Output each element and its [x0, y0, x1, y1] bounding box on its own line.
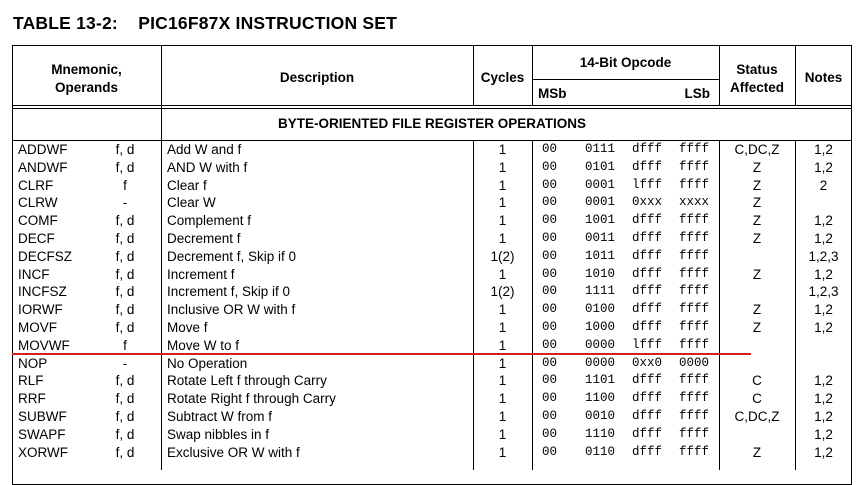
cell-operands: f, d: [115, 159, 135, 175]
cell-cycles: 1: [498, 409, 507, 424]
cell-opcode-3: dfff: [632, 320, 663, 334]
cell-opcode-3: dfff: [632, 248, 663, 263]
header-lsb: LSb: [684, 86, 710, 101]
cell-notes: 2: [819, 177, 828, 193]
cell-description: Decrement f, Skip if 0: [167, 248, 297, 264]
cell-opcode-4: ffff: [679, 426, 710, 441]
cell-opcode-1: 00: [542, 159, 558, 174]
cell-cycles: 1: [498, 302, 507, 318]
cell-notes: 1,2: [814, 391, 833, 407]
cell-opcode-2: 0011: [585, 231, 616, 245]
cell-opcode-3: dfff: [632, 409, 663, 423]
cell-opcode-1: 00: [542, 284, 558, 299]
header-status: [719, 61, 795, 97]
cell-operands: f, d: [115, 142, 135, 157]
cell-notes: 1,2: [814, 159, 833, 175]
cell-cycles: 1: [498, 213, 507, 229]
cell-status: Z: [752, 159, 762, 175]
cell-opcode-1: 00: [542, 444, 558, 459]
cell-description: Increment f: [167, 266, 235, 282]
header-mnemonic-line2: Operands: [54, 80, 119, 95]
cell-mnemonic: SUBWF: [18, 409, 67, 424]
cell-cycles: 1: [498, 355, 507, 371]
cell-opcode-3: dfff: [632, 302, 663, 317]
cell-opcode-1: 00: [542, 142, 558, 156]
cell-mnemonic: INCF: [18, 266, 50, 282]
cell-opcode-1: 00: [542, 391, 558, 406]
cell-opcode-3: dfff: [632, 266, 663, 281]
cell-mnemonic: RLF: [18, 373, 44, 389]
cell-description: Clear f: [167, 177, 207, 193]
cell-cycles: 1: [498, 177, 507, 193]
cell-operands: f, d: [115, 444, 135, 460]
cell-notes: 1,2,3: [808, 284, 839, 300]
cell-operands: f, d: [115, 409, 135, 424]
cell-opcode-1: 00: [542, 266, 558, 281]
cell-status: C,DC,Z: [734, 409, 780, 424]
cell-mnemonic: INCFSZ: [18, 284, 67, 300]
header-mnemonic: [12, 61, 161, 97]
cell-notes: 1,2: [814, 213, 833, 229]
header-status-line1: Status: [736, 62, 778, 77]
cell-operands: -: [122, 195, 128, 211]
cell-opcode-2: 1101: [585, 373, 616, 388]
header-description: Description: [279, 70, 355, 85]
cell-operands: f, d: [115, 284, 135, 300]
cell-notes: 1,2: [814, 409, 833, 424]
cell-mnemonic: ANDWF: [18, 159, 68, 175]
cell-operands: f, d: [115, 426, 135, 442]
cell-cycles: 1: [498, 320, 507, 335]
cell-description: Exclusive OR W with f: [167, 444, 300, 460]
cell-cycles: 1: [498, 231, 507, 246]
cell-status: Z: [752, 195, 762, 211]
cell-opcode-3: dfff: [632, 284, 663, 299]
cell-operands: f, d: [115, 231, 135, 246]
cell-mnemonic: MOVWF: [18, 337, 70, 353]
cell-mnemonic: DECFSZ: [18, 248, 72, 264]
cell-opcode-4: ffff: [679, 213, 710, 228]
cell-opcode-1: 00: [542, 355, 558, 370]
cell-notes: 1,2: [814, 320, 833, 335]
cell-status: C,DC,Z: [734, 142, 780, 157]
cell-operands: -: [122, 355, 128, 371]
cell-description: Move f: [167, 320, 208, 335]
cell-opcode-1: 00: [542, 320, 558, 334]
cell-opcode-3: dfff: [632, 426, 663, 441]
cell-description: Subtract W from f: [167, 409, 273, 424]
cell-opcode-2: 1010: [585, 266, 616, 281]
cell-cycles: 1: [498, 142, 507, 157]
highlight-underline: [12, 353, 751, 355]
cell-mnemonic: CLRW: [18, 195, 58, 211]
cell-opcode-2: 1100: [585, 391, 616, 406]
cell-cycles: 1: [498, 426, 507, 442]
cell-opcode-2: 1111: [585, 284, 616, 299]
header-rule: [12, 108, 852, 109]
cell-opcode-4: ffff: [679, 444, 710, 459]
cell-opcode-2: 1001: [585, 213, 616, 228]
header-notes: Notes: [804, 70, 843, 85]
cell-operands: f: [123, 337, 127, 353]
cell-status: Z: [752, 266, 762, 282]
cell-opcode-4: ffff: [679, 177, 710, 192]
cell-description: Clear W: [167, 195, 216, 211]
cell-mnemonic: ADDWF: [18, 142, 68, 157]
cell-opcode-3: dfff: [632, 142, 663, 156]
cell-opcode-3: dfff: [632, 373, 663, 388]
cell-opcode-3: dfff: [632, 391, 663, 406]
cell-description: Complement f: [167, 213, 252, 229]
table-title: TABLE 13-2: PIC16F87X INSTRUCTION SET: [13, 13, 397, 33]
header-mnemonic-line1: Mnemonic,: [51, 62, 122, 77]
cell-description: Decrement f: [167, 231, 241, 246]
cell-cycles: 1: [498, 373, 507, 389]
cell-opcode-1: 00: [542, 426, 558, 441]
cell-notes: 1,2: [814, 426, 833, 442]
cell-mnemonic: SWAPF: [18, 426, 66, 442]
cell-operands: f, d: [115, 302, 135, 318]
cell-opcode-3: dfff: [632, 444, 663, 459]
cell-operands: f, d: [115, 320, 135, 335]
cell-notes: 1,2: [814, 231, 833, 246]
header-cycles: Cycles: [480, 70, 525, 85]
cell-opcode-1: 00: [542, 195, 558, 210]
cell-operands: f, d: [115, 373, 135, 389]
cell-operands: f, d: [115, 213, 135, 229]
cell-opcode-3: 0xx0: [632, 355, 663, 370]
opcode-subheader-rule: [532, 79, 719, 80]
cell-description: No Operation: [167, 355, 248, 371]
cell-notes: 1,2: [814, 302, 833, 318]
cell-description: Inclusive OR W with f: [167, 302, 296, 318]
cell-notes: 1,2,3: [808, 248, 839, 264]
header-rule: [12, 105, 852, 106]
header-opcode: 14-Bit Opcode: [579, 55, 672, 70]
cell-opcode-4: ffff: [679, 302, 710, 317]
cell-opcode-2: 0001: [585, 177, 616, 192]
cell-opcode-4: ffff: [679, 284, 710, 299]
cell-operands: f, d: [115, 266, 135, 282]
cell-opcode-4: ffff: [679, 320, 710, 334]
cell-opcode-4: ffff: [679, 231, 710, 245]
cell-opcode-2: 1011: [585, 248, 616, 263]
cell-description: AND W with f: [167, 159, 248, 175]
cell-description: Move W to f: [167, 337, 240, 353]
cell-opcode-4: ffff: [679, 248, 710, 263]
cell-opcode-1: 00: [542, 177, 558, 192]
cell-cycles: 1(2): [490, 284, 515, 300]
cell-opcode-1: 00: [542, 213, 558, 228]
cell-opcode-4: xxxx: [679, 195, 710, 210]
cell-cycles: 1: [498, 444, 507, 460]
cell-opcode-1: 00: [542, 302, 558, 317]
cell-opcode-2: 0110: [585, 444, 616, 459]
cell-status: C: [752, 373, 762, 389]
cell-mnemonic: NOP: [18, 355, 48, 371]
cell-mnemonic: IORWF: [18, 302, 63, 318]
cell-description: Rotate Left f through Carry: [167, 373, 327, 389]
cell-mnemonic: COMF: [18, 213, 58, 229]
cell-cycles: 1: [498, 159, 507, 175]
cell-notes: 1,2: [814, 373, 833, 389]
cell-mnemonic: CLRF: [18, 177, 54, 193]
header-msb: MSb: [538, 86, 567, 101]
cell-opcode-2: 0000: [585, 337, 616, 352]
cell-opcode-2: 0010: [585, 409, 616, 423]
cell-opcode-1: 00: [542, 373, 558, 388]
cell-opcode-1: 00: [542, 248, 558, 263]
cell-opcode-1: 00: [542, 337, 558, 352]
cell-status: C: [752, 391, 762, 407]
cell-description: Rotate Right f through Carry: [167, 391, 336, 407]
cell-opcode-2: 0111: [585, 142, 616, 156]
cell-opcode-4: ffff: [679, 159, 710, 174]
cell-status: Z: [752, 213, 762, 229]
cell-status: Z: [752, 231, 762, 246]
cell-status: Z: [752, 320, 762, 335]
cell-status: Z: [752, 302, 762, 318]
cell-opcode-3: lfff: [632, 337, 663, 352]
cell-mnemonic: MOVF: [18, 320, 57, 335]
cell-opcode-4: ffff: [679, 409, 710, 423]
cell-opcode-1: 00: [542, 231, 558, 245]
cell-opcode-4: ffff: [679, 142, 710, 156]
cell-opcode-2: 0101: [585, 159, 616, 174]
cell-opcode-3: 0xxx: [632, 195, 663, 210]
cell-notes: 1,2: [814, 142, 833, 157]
cell-opcode-1: 00: [542, 409, 558, 423]
cell-mnemonic: RRF: [18, 391, 46, 407]
cell-status: Z: [752, 177, 762, 193]
cell-opcode-3: dfff: [632, 213, 663, 228]
cell-cycles: 1: [498, 337, 507, 353]
cell-operands: f, d: [115, 248, 135, 264]
cell-opcode-4: ffff: [679, 373, 710, 388]
cell-opcode-2: 1110: [585, 426, 616, 441]
col-divider: [532, 140, 533, 470]
cell-opcode-2: 0100: [585, 302, 616, 317]
cell-opcode-3: lfff: [632, 177, 663, 192]
cell-mnemonic: DECF: [18, 231, 55, 246]
cell-opcode-3: dfff: [632, 231, 663, 245]
cell-opcode-2: 1000: [585, 320, 616, 334]
cell-mnemonic: XORWF: [18, 444, 68, 460]
cell-operands: f, d: [115, 391, 135, 407]
cell-cycles: 1: [498, 391, 507, 407]
cell-opcode-4: ffff: [679, 337, 710, 352]
cell-description: Increment f, Skip if 0: [167, 284, 291, 300]
cell-description: Swap nibbles in f: [167, 426, 270, 442]
cell-opcode-3: dfff: [632, 159, 663, 174]
cell-opcode-2: 0001: [585, 195, 616, 210]
cell-description: Add W and f: [167, 142, 242, 157]
cell-cycles: 1: [498, 266, 507, 282]
section-title: BYTE-ORIENTED FILE REGISTER OPERATIONS: [277, 116, 587, 131]
cell-opcode-4: ffff: [679, 391, 710, 406]
cell-opcode-2: 0000: [585, 355, 616, 370]
cell-cycles: 1: [498, 195, 507, 211]
cell-status: Z: [752, 444, 762, 460]
header-status-line2: Affected: [729, 80, 784, 95]
cell-opcode-4: ffff: [679, 266, 710, 281]
cell-operands: f: [123, 177, 127, 193]
cell-notes: 1,2: [814, 266, 833, 282]
cell-opcode-4: 0000: [679, 355, 710, 370]
cell-notes: 1,2: [814, 444, 833, 460]
cell-cycles: 1(2): [490, 248, 515, 264]
